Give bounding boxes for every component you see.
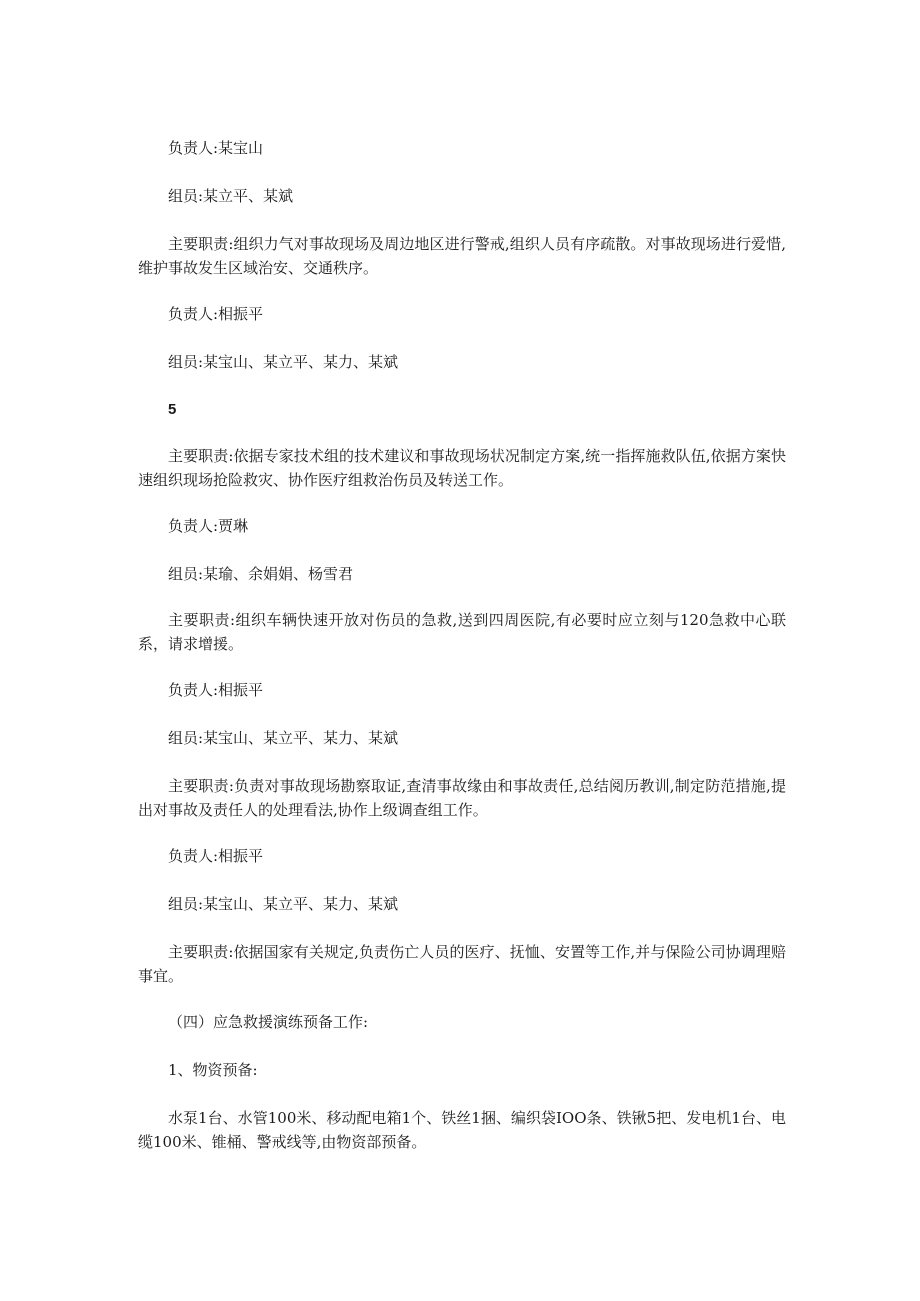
members-line: 组员:某宝山、某立平、某力、某斌	[168, 353, 399, 371]
members-line: 组员:某宝山、某立平、某力、某斌	[168, 895, 399, 913]
members-line: 组员:某瑜、余娟娟、杨雪君	[168, 565, 354, 583]
duty-paragraph: 主要职责:组织车辆快速开放对伤员的急救,送到四周医院,有必要时应立刻与120急救中心联系，请求增援。	[138, 611, 786, 653]
materials-paragraph: 水泵1台、水管100米、移动配电箱1个、铁丝1捆、编织袋IOO条、铁锹5把、发电机1台、电缆100米、锥桶、警戒线等,由物资部预备。	[138, 1109, 786, 1151]
duty-paragraph: 主要职责:依据国家有关规定,负责伤亡人员的医疗、抚恤、安置等工作,并与保险公司协调理赔事宜。	[138, 943, 786, 985]
members-line: 组员:某宝山、某立平、某力、某斌	[168, 729, 399, 747]
duty-paragraph: 主要职责:依据专家技术组的技术建议和事故现场状况制定方案,统一指挥施救队伍,依据方案快速组织现场抢险救灾、协作医疗组救治伤员及转送工作。	[138, 447, 786, 489]
leader-line: 负责人:相振平	[168, 305, 264, 323]
leader-line: 负责人:相振平	[168, 847, 264, 865]
subsection-heading: 1、物资预备:	[168, 1061, 258, 1079]
leader-line: 负责人:贾琳	[168, 517, 249, 535]
section-number: 5	[168, 401, 177, 418]
section-heading: （四）应急救援演练预备工作:	[168, 1013, 369, 1031]
members-line: 组员:某立平、某斌	[168, 187, 294, 205]
leader-line: 负责人:相振平	[168, 681, 264, 699]
duty-paragraph: 主要职责:组织力气对事故现场及周边地区进行警戒,组织人员有序疏散。对事故现场进行爱惜,维护事故发生区域治安、交通秩序。	[138, 235, 786, 277]
leader-line: 负责人:某宝山	[168, 139, 264, 157]
duty-paragraph: 主要职责:负责对事故现场勘察取证,查清事故缘由和事故责任,总结阅历教训,制定防范措施,提出对事故及责任人的处理看法,协作上级调查组工作。	[138, 777, 786, 819]
